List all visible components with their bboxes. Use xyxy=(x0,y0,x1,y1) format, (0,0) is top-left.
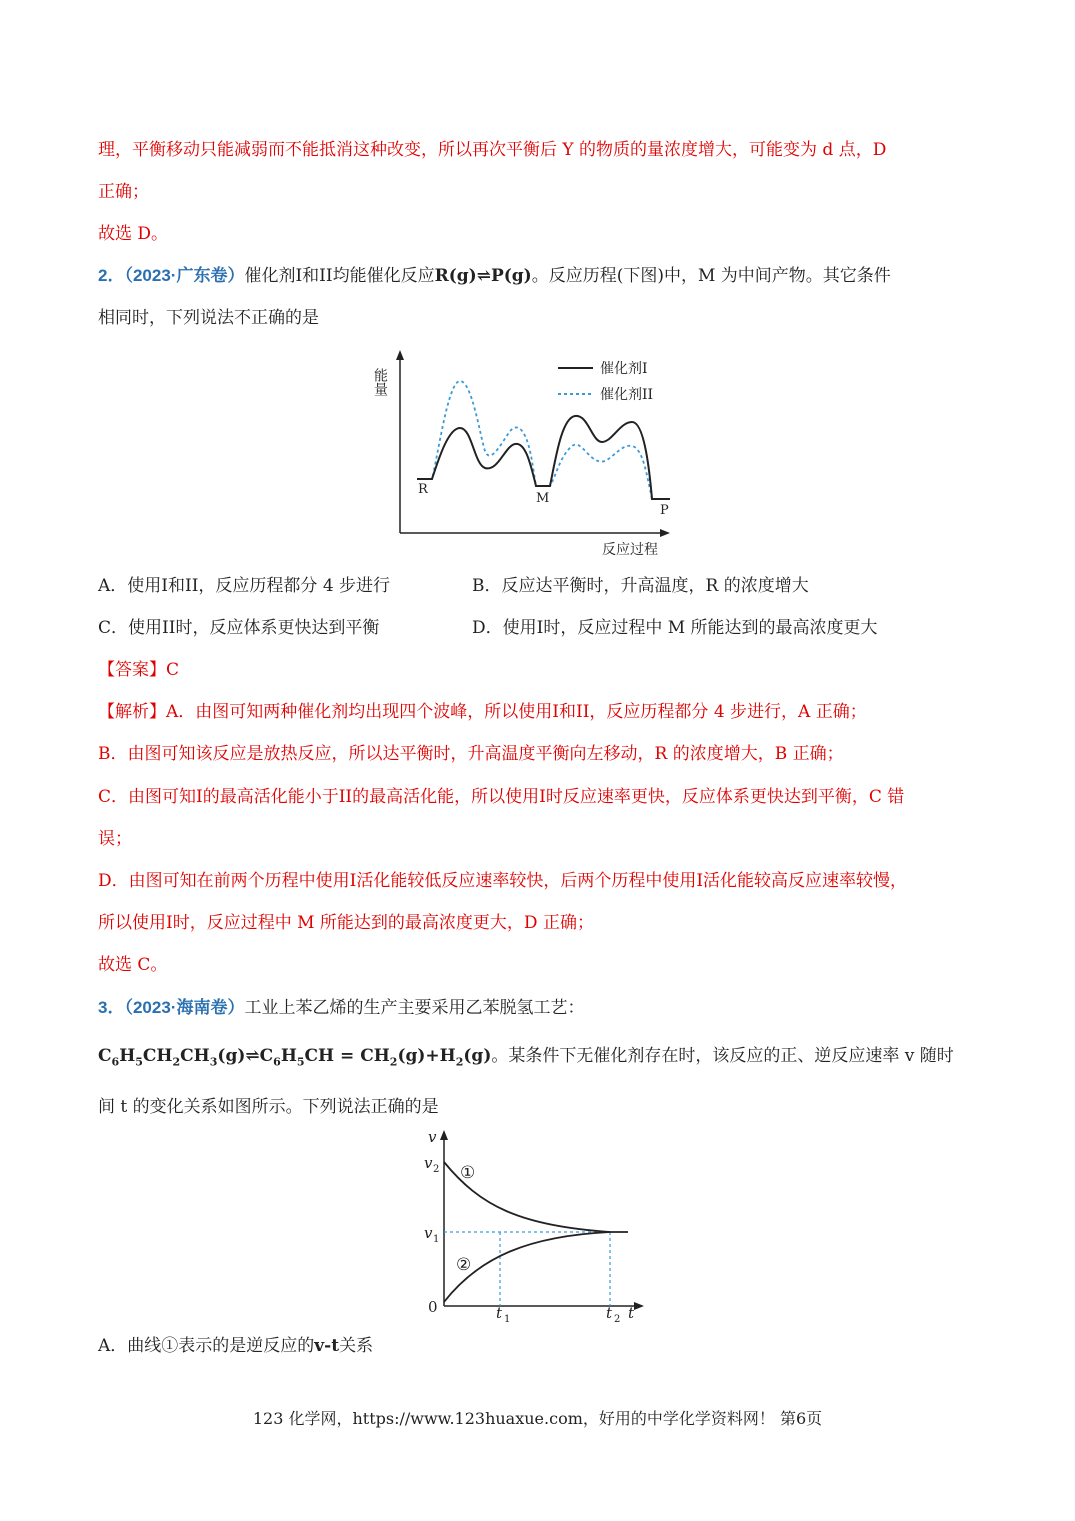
question-3-stem xyxy=(98,996,584,1020)
analysis-conclusion: 故选 C。 xyxy=(98,955,168,975)
analysis-line: B．由图可知该反应是放热反应，所以达平衡时，升高温度平衡向左移动，R 的浓度增大，B 正确； xyxy=(98,744,844,764)
v1-subscript: 1 xyxy=(433,1234,440,1245)
legend-catalyst-2: 催化剂II xyxy=(600,387,654,403)
t-axis-label: t xyxy=(628,1304,635,1322)
answer-conclusion: 故选 D。 xyxy=(98,224,169,244)
y-axis-label-char: 能量 xyxy=(372,368,388,396)
analysis-line: D．由图可知在前两个历程中使用I活化能较低反应速率较快，后两个历程中使用I活化能较高反应速率较慢， xyxy=(98,871,908,891)
question-text: 工业上苯乙烯的生产主要采用乙苯脱氢工艺： xyxy=(244,998,585,1018)
curve-mark: ① xyxy=(161,1336,179,1356)
answer-label: 【答案】C xyxy=(98,660,180,680)
t2-subscript: 2 xyxy=(614,1314,621,1325)
question-text: 间 t 的变化关系如图所示。下列说法正确的是 xyxy=(98,1097,439,1117)
question-text: 。某条件下无催化剂存在时，该反应的正、逆反应速率 v 随时 xyxy=(491,1046,954,1066)
option-A xyxy=(98,1334,373,1358)
curve-2-label: ② xyxy=(456,1255,472,1275)
analysis-line: 误； xyxy=(98,829,132,849)
option-text: A．曲线 xyxy=(98,1336,162,1356)
reaction-equation: R(g)⇌P(g) xyxy=(434,266,532,286)
curve-catalyst-1 xyxy=(417,416,670,499)
option-D: D．使用I时，反应过程中 M 所能达到的最高浓度更大 xyxy=(472,618,878,638)
option-bold-text: v-t xyxy=(314,1336,340,1356)
question-number: 2． xyxy=(98,266,125,285)
question-source: （2023·广东卷） xyxy=(124,266,245,285)
question-text: 。反应历程(下图)中，M 为中间产物。其它条件 xyxy=(531,266,891,286)
x-axis-label: 反应过程 xyxy=(602,542,658,558)
analysis-line: 【解析】A．由图可知两种催化剂均出现四个波峰，所以使用I和II，反应历程都分 4 步进行，A 正确； xyxy=(98,702,867,722)
x-axis-arrow xyxy=(660,529,670,537)
analysis-line: C．由图可知I的最高活化能小于II的最高活化能，所以使用I时反应速率更快，反应体系更快达到平衡，C 错 xyxy=(98,787,905,807)
t1-label: t xyxy=(496,1304,503,1322)
option-A: A．使用I和II，反应历程都分 4 步进行 xyxy=(98,576,391,596)
y-axis-arrow xyxy=(396,350,404,360)
reaction-equation: $C_6H_5CH_2CH_3(g)\rightleftharpoons C_6H_5CH = CH_2(g)+H_2(g)$ xyxy=(98,1046,492,1069)
question-text: 催化剂I和II均能催化反应 xyxy=(244,266,435,286)
question-3-equation-line xyxy=(98,1044,954,1074)
answer-line: 理，平衡移动只能减弱而不能抵消这种改变，所以再次平衡后 Y 的物质的量浓度增大，可能变为 d 点，D xyxy=(98,140,887,160)
legend-catalyst-1: 催化剂I xyxy=(600,361,648,377)
question-text: 相同时，下列说法不正确的是 xyxy=(98,308,319,328)
curve-1-label: ① xyxy=(460,1163,476,1183)
option-text: 关系 xyxy=(339,1336,374,1356)
y-axis-arrow xyxy=(440,1130,448,1140)
v-axis-label: v xyxy=(428,1128,437,1146)
question-number: 3． xyxy=(98,998,125,1017)
page-footer: 123 化学网，https://www.123huaxue.com，好用的中学化学资料网！ 第6页 xyxy=(252,1409,823,1428)
analysis-line: 所以使用I时，反应过程中 M 所能达到的最高浓度更大，D 正确； xyxy=(98,913,594,933)
t1-subscript: 1 xyxy=(504,1314,511,1325)
question-source: （2023·海南卷） xyxy=(124,998,245,1017)
t2-label: t xyxy=(606,1304,613,1322)
question-2-stem xyxy=(98,264,891,288)
option-C: C．使用II时，反应体系更快达到平衡 xyxy=(98,618,380,638)
rate-time-diagram xyxy=(420,1126,650,1326)
x-axis-arrow xyxy=(634,1302,644,1310)
v2-label: v xyxy=(424,1154,433,1172)
label-M: M xyxy=(536,491,550,506)
energy-profile-diagram xyxy=(360,346,680,561)
v2-subscript: 2 xyxy=(433,1164,440,1175)
label-P: P xyxy=(660,503,669,518)
v1-label: v xyxy=(424,1224,433,1242)
answer-line: 正确； xyxy=(98,182,149,202)
option-B: B．反应达平衡时，升高温度，R 的浓度增大 xyxy=(472,576,809,596)
option-text: 表示的是逆反应的 xyxy=(178,1336,315,1356)
label-R: R xyxy=(418,482,428,497)
origin-label: 0 xyxy=(428,1298,438,1316)
